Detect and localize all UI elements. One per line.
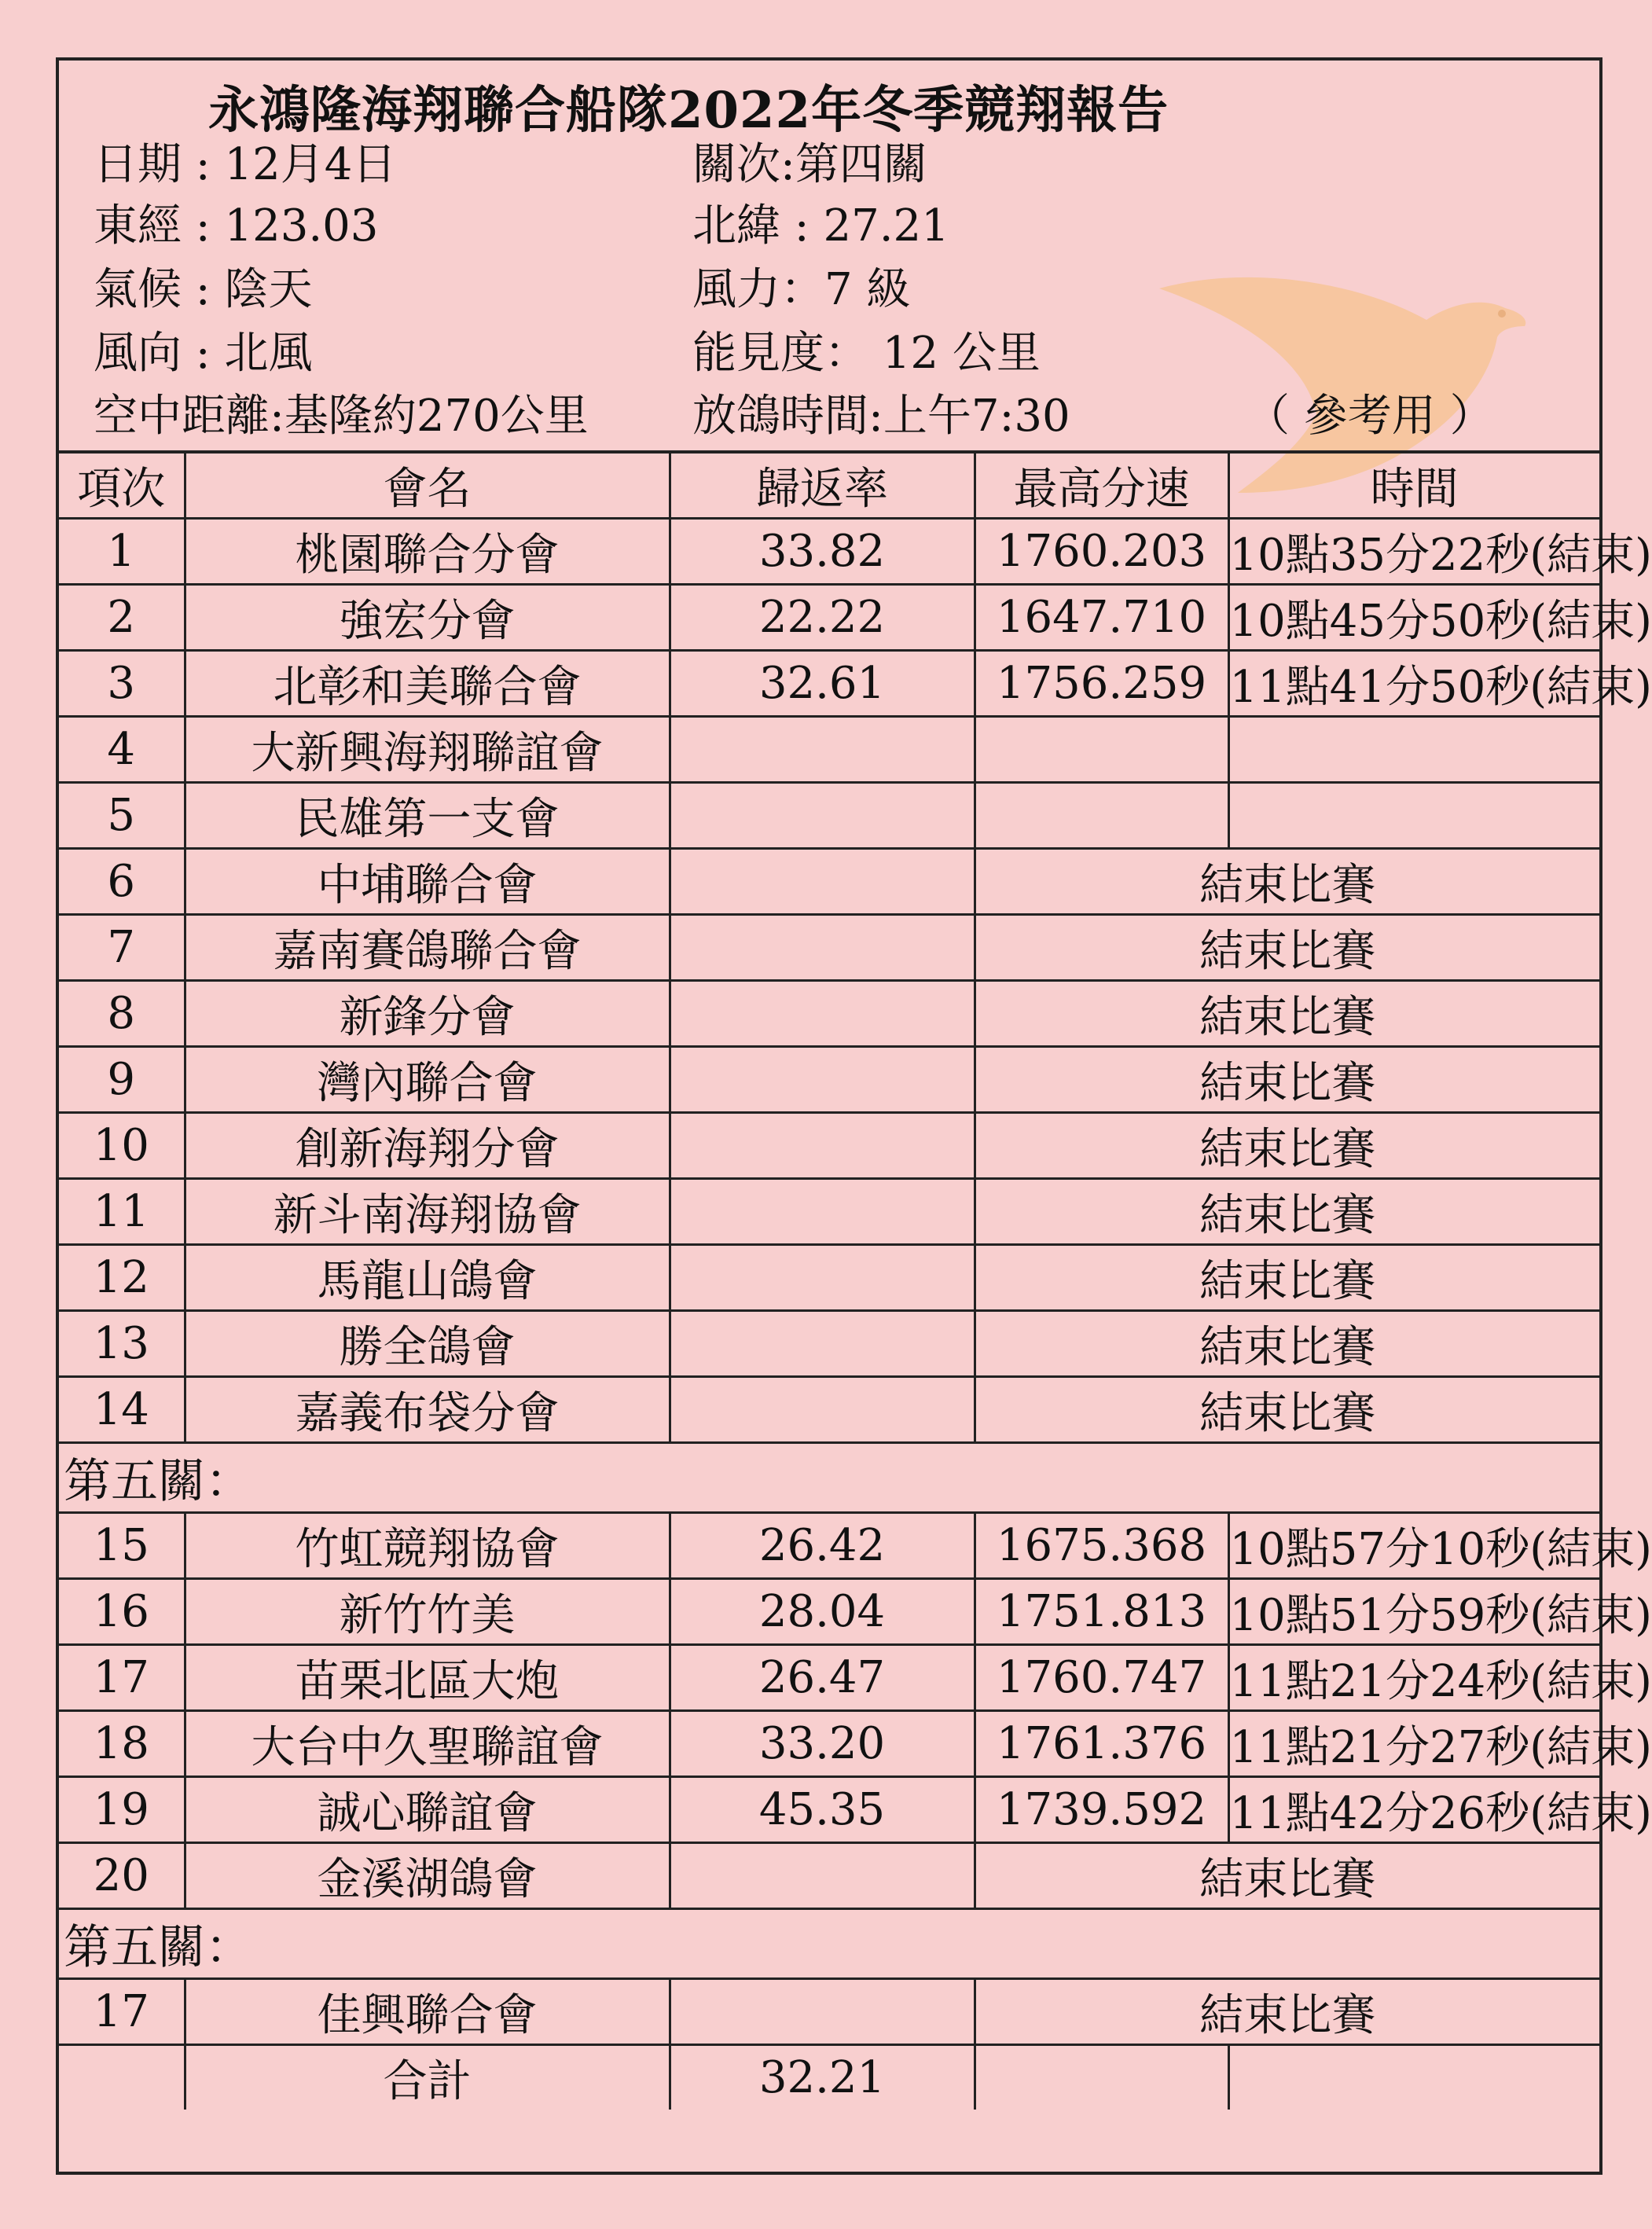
- row-no: 4: [59, 717, 185, 783]
- row-no: 6: [59, 849, 185, 915]
- club-name: 嘉義布袋分會: [185, 1377, 670, 1443]
- return-rate: [670, 1979, 975, 2045]
- finish-time: 11點41分50秒(結束): [1228, 651, 1599, 717]
- table-row: [59, 849, 1599, 915]
- total-label: 合計: [185, 2045, 670, 2110]
- return-rate: 33.82: [670, 519, 975, 585]
- results-table: [59, 450, 1652, 2110]
- ended-status: 結束比賽: [975, 1843, 1599, 1909]
- return-rate: [670, 849, 975, 915]
- section-row: [59, 1909, 1599, 1979]
- table-row: [59, 1047, 1599, 1113]
- row-no: 17: [59, 1979, 185, 2045]
- row-no: 16: [59, 1579, 185, 1645]
- row-no: 1: [59, 519, 185, 585]
- table-row: [59, 1777, 1599, 1843]
- return-rate: 45.35: [670, 1777, 975, 1843]
- finish-time: [1228, 717, 1599, 783]
- club-name: 大台中久聖聯誼會: [185, 1711, 670, 1777]
- table-row: [59, 981, 1599, 1047]
- table-row: [59, 1377, 1599, 1443]
- row-no: 13: [59, 1311, 185, 1377]
- top-speed: 1760.203: [975, 519, 1228, 585]
- row-no: 18: [59, 1711, 185, 1777]
- club-name: 佳興聯合會: [185, 1979, 670, 2045]
- club-name: 新鋒分會: [185, 981, 670, 1047]
- row-no: 10: [59, 1113, 185, 1179]
- finish-time: 11點21分27秒(結束): [1228, 1711, 1599, 1777]
- row-no: 15: [59, 1513, 185, 1579]
- report-sheet: [56, 57, 1652, 2175]
- ended-status: 結束比賽: [975, 915, 1599, 981]
- row-no: 19: [59, 1777, 185, 1843]
- table-row: [59, 519, 1599, 585]
- table-row: [59, 1179, 1599, 1245]
- column-header-rate: 歸返率: [670, 452, 975, 519]
- row-no: 14: [59, 1377, 185, 1443]
- return-rate: [670, 1843, 975, 1909]
- total-row: [59, 2045, 1599, 2110]
- section-row: [59, 1443, 1599, 1513]
- row-no: 7: [59, 915, 185, 981]
- table-row: [59, 1513, 1599, 1579]
- table-row: [59, 717, 1599, 783]
- club-name: 新斗南海翔協會: [185, 1179, 670, 1245]
- return-rate: 22.22: [670, 585, 975, 651]
- results-body: [59, 452, 1652, 2110]
- table-row: [59, 1979, 1599, 2045]
- table-row: [59, 1711, 1599, 1777]
- club-name: 馬龍山鴿會: [185, 1245, 670, 1311]
- top-speed: [975, 783, 1228, 849]
- table-row: [59, 915, 1599, 981]
- finish-time: 10點35分22秒(結束): [1228, 519, 1599, 585]
- reference-note: （ 參考用 ）: [1246, 391, 1494, 442]
- top-speed: 1739.592: [975, 1777, 1228, 1843]
- table-row: [59, 651, 1599, 717]
- top-speed: 1756.259: [975, 651, 1228, 717]
- return-rate: [670, 1311, 975, 1377]
- row-no: 2: [59, 585, 185, 651]
- report-title: 永鴻隆海翔聯合船隊2022年冬季競翔報告: [208, 81, 1169, 140]
- return-rate: [670, 783, 975, 849]
- return-rate: [670, 981, 975, 1047]
- club-name: 桃園聯合分會: [185, 519, 670, 585]
- ended-status: 結束比賽: [975, 1245, 1599, 1311]
- club-name: 新竹竹美: [185, 1579, 670, 1645]
- table-row: [59, 1113, 1599, 1179]
- club-name: 中埔聯合會: [185, 849, 670, 915]
- ended-status: 結束比賽: [975, 849, 1599, 915]
- club-name: 誠心聯誼會: [185, 1777, 670, 1843]
- finish-time: 11點42分26秒(結束): [1228, 1777, 1599, 1843]
- table-row: [59, 1645, 1599, 1711]
- top-speed: 1647.710: [975, 585, 1228, 651]
- header-row: [59, 452, 1599, 519]
- return-rate: [670, 1377, 975, 1443]
- top-speed: [975, 717, 1228, 783]
- club-name: 嘉南賽鴿聯合會: [185, 915, 670, 981]
- row-no: 9: [59, 1047, 185, 1113]
- row-no: 17: [59, 1645, 185, 1711]
- total-time: [1228, 2045, 1599, 2110]
- top-speed: 1761.376: [975, 1711, 1228, 1777]
- ended-status: 結束比賽: [975, 1047, 1599, 1113]
- return-rate: 26.47: [670, 1645, 975, 1711]
- club-name: 金溪湖鴿會: [185, 1843, 670, 1909]
- ended-status: 結束比賽: [975, 1311, 1599, 1377]
- table-row: [59, 1245, 1599, 1311]
- release-time: 放鴿時間:上午7:30: [692, 391, 1070, 442]
- finish-time: 10點57分10秒(結束): [1228, 1513, 1599, 1579]
- club-name: 苗栗北區大炮: [185, 1645, 670, 1711]
- return-rate: 32.61: [670, 651, 975, 717]
- return-rate: [670, 1113, 975, 1179]
- row-no: 8: [59, 981, 185, 1047]
- table-row: [59, 1843, 1599, 1909]
- row-no: 20: [59, 1843, 185, 1909]
- club-name: 創新海翔分會: [185, 1113, 670, 1179]
- finish-time: 10點51分59秒(結束): [1228, 1579, 1599, 1645]
- column-header-no: 項次: [59, 452, 185, 519]
- ended-status: 結束比賽: [975, 1113, 1599, 1179]
- club-name: 大新興海翔聯誼會: [185, 717, 670, 783]
- air-distance: 空中距離:基隆約270公里: [94, 391, 589, 442]
- report-header: [59, 61, 1599, 450]
- return-rate: [670, 1047, 975, 1113]
- section-label: 第五關：: [59, 1443, 1599, 1513]
- return-rate: 33.20: [670, 1711, 975, 1777]
- total-rate: 32.21: [670, 2045, 975, 2110]
- club-name: 強宏分會: [185, 585, 670, 651]
- club-name: 勝全鴿會: [185, 1311, 670, 1377]
- total-speed: [975, 2045, 1228, 2110]
- visibility: 能見度： 12 公里: [692, 328, 1041, 379]
- club-name: 竹虹競翔協會: [185, 1513, 670, 1579]
- return-rate: [670, 717, 975, 783]
- weather: 氣候 : 陰天: [94, 264, 313, 315]
- finish-time: [1228, 783, 1599, 849]
- top-speed: 1751.813: [975, 1579, 1228, 1645]
- table-row: [59, 1579, 1599, 1645]
- column-header-time: 時間: [1228, 452, 1599, 519]
- row-no: 3: [59, 651, 185, 717]
- race-date: 日期 : 12月4日: [94, 139, 397, 190]
- section-label: 第五關：: [59, 1909, 1599, 1979]
- row-no: 12: [59, 1245, 185, 1311]
- wind-direction: 風向 : 北風: [94, 328, 313, 379]
- top-speed: 1675.368: [975, 1513, 1228, 1579]
- top-speed: 1760.747: [975, 1645, 1228, 1711]
- column-header-speed: 最高分速: [975, 452, 1228, 519]
- ended-status: 結束比賽: [975, 981, 1599, 1047]
- return-rate: [670, 915, 975, 981]
- finish-time: 11點21分24秒(結束): [1228, 1645, 1599, 1711]
- ended-status: 結束比賽: [975, 1377, 1599, 1443]
- race-stage: 關次:第四關: [692, 139, 927, 190]
- wind-force: 風力：7 級: [692, 264, 911, 315]
- table-row: [59, 1311, 1599, 1377]
- club-name: 北彰和美聯合會: [185, 651, 670, 717]
- return-rate: [670, 1179, 975, 1245]
- ended-status: 結束比賽: [975, 1179, 1599, 1245]
- table-row: [59, 585, 1599, 651]
- column-header-name: 會名: [185, 452, 670, 519]
- ended-status: 結束比賽: [975, 1979, 1599, 2045]
- row-no: 5: [59, 783, 185, 849]
- finish-time: 10點45分50秒(結束): [1228, 585, 1599, 651]
- total-no: [59, 2045, 185, 2110]
- row-no: 11: [59, 1179, 185, 1245]
- table-row: [59, 783, 1599, 849]
- club-name: 民雄第一支會: [185, 783, 670, 849]
- longitude: 東經 : 123.03: [94, 200, 379, 252]
- latitude: 北緯 : 27.21: [692, 200, 949, 252]
- club-name: 灣內聯合會: [185, 1047, 670, 1113]
- return-rate: 26.42: [670, 1513, 975, 1579]
- return-rate: [670, 1245, 975, 1311]
- return-rate: 28.04: [670, 1579, 975, 1645]
